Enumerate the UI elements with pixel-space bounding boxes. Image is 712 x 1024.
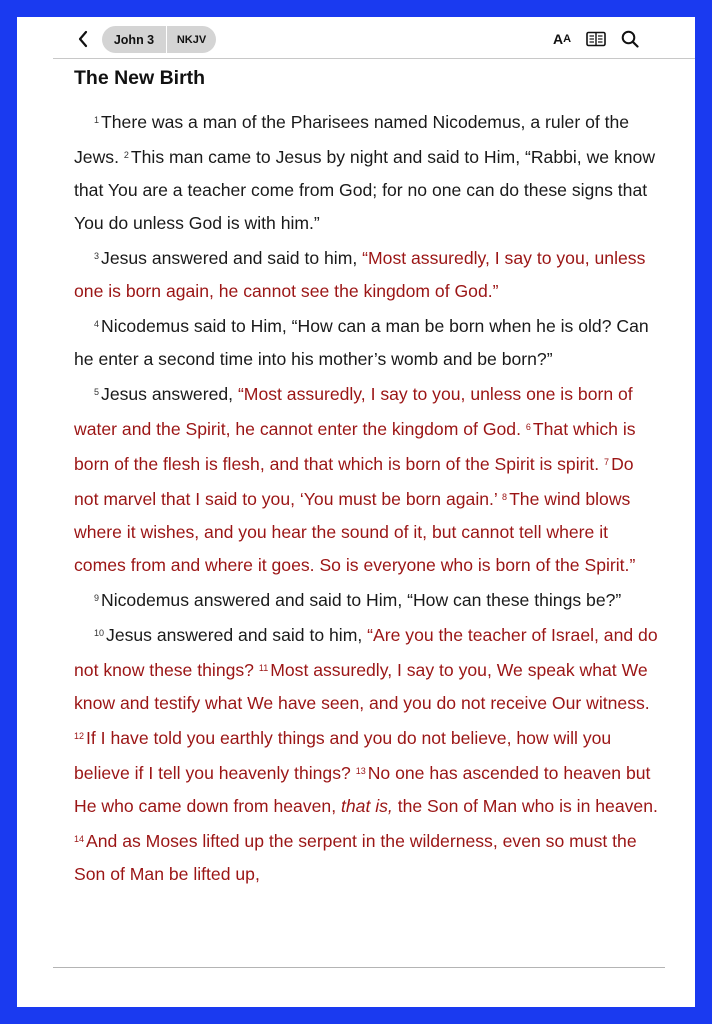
- italic-supplied-words: that is,: [340, 796, 393, 816]
- reader-screen: [17, 17, 695, 1007]
- text-size-icon[interactable]: [548, 28, 576, 50]
- toolbar: [17, 17, 695, 59]
- chapter-text: [74, 59, 658, 965]
- verse-text: the Son of Man who is in heaven.: [397, 796, 658, 816]
- verse-number: 11: [258, 663, 269, 673]
- search-icon[interactable]: [619, 28, 641, 50]
- paragraph: [74, 617, 658, 891]
- book-icon[interactable]: [585, 28, 607, 50]
- verse-number: 2: [123, 150, 129, 160]
- paragraph: [74, 240, 658, 308]
- bottom-divider: [53, 967, 665, 968]
- section-heading: The New Birth: [74, 67, 206, 89]
- words-of-christ: [74, 384, 636, 575]
- verse-text: “Are you the teacher of Israel, and do not know these things?: [74, 625, 658, 680]
- paragraph: [74, 308, 658, 376]
- verse-text: This man came to Jesus by night and said to Him, “Rabbi, we know that You are a teacher come from God; for no one can do these signs that You do unless God is with him.”: [74, 147, 656, 233]
- verse-text: Jesus answered and said to him,: [106, 625, 363, 645]
- verse-text: The wind blows where it wishes, and you hear the sound of it, but cannot tell where it comes from and where it goes. So is everyone who is born of the Spirit.”: [74, 489, 636, 575]
- verse-text: If I have told you earthly things and you do not believe, how will you believe if I tell you heavenly things?: [74, 728, 612, 783]
- verse-text: Nicodemus answered and said to Him, “How can these things be?”: [101, 590, 622, 610]
- verse-number: 4: [94, 319, 100, 329]
- paragraph: [74, 582, 658, 617]
- verse-number: 6: [525, 422, 531, 432]
- verse-text: And as Moses lifted up the serpent in the wilderness, even so must the Son of Man be lifted up,: [74, 831, 637, 884]
- verse-number: 5: [94, 387, 100, 397]
- verse-text: That which is born of the flesh is flesh, and that which is born of the Spirit is spirit.: [74, 419, 636, 474]
- version-button[interactable]: NKJV: [176, 33, 207, 46]
- verse-text: “Most assuredly, I say to you, unless one is born of water and the Spirit, he cannot enter the kingdom of God.: [74, 384, 633, 439]
- paragraph: [74, 376, 658, 582]
- passage-selector: [102, 26, 216, 53]
- verse-number: 3: [94, 251, 100, 261]
- verse-number: 10: [94, 628, 105, 638]
- verse-number: 12: [74, 731, 85, 741]
- verse-text: Do not marvel that I said to you, ‘You must be born again.’: [74, 454, 634, 509]
- verse-text: No one has ascended to heaven but He who came down from heaven,: [74, 763, 651, 816]
- words-of-christ: “Most assuredly, I say to you, unless one is born again, he cannot see the kingdom of God.”: [74, 248, 646, 301]
- text-size-small-letter: A: [563, 33, 572, 45]
- book-chapter-button[interactable]: John 3: [102, 26, 167, 53]
- text-size-big-letter: A: [552, 31, 564, 47]
- verse-text: Nicodemus said to Him, “How can a man be born when he is old? Can he enter a second time into his mother’s womb and be born?”: [74, 316, 649, 369]
- verse-number: 8: [502, 492, 508, 502]
- chevron-left-icon[interactable]: [73, 26, 95, 52]
- paragraph: [74, 104, 658, 240]
- verse-text: Jesus answered and said to him,: [101, 248, 358, 268]
- verse-number: 9: [94, 593, 100, 603]
- words-of-christ: [74, 625, 658, 884]
- verse-number: 7: [604, 457, 610, 467]
- verse-number: 1: [94, 115, 100, 125]
- verse-text: Most assuredly, I say to you, We speak what We know and testify what We have seen, and you do not receive Our witness.: [74, 660, 650, 713]
- verse-number: 14: [74, 834, 85, 844]
- verse-text: Jesus answered,: [101, 384, 234, 404]
- verse-number: 13: [355, 766, 366, 776]
- verse-text: There was a man of the Pharisees named Nicodemus, a ruler of the Jews.: [74, 112, 630, 167]
